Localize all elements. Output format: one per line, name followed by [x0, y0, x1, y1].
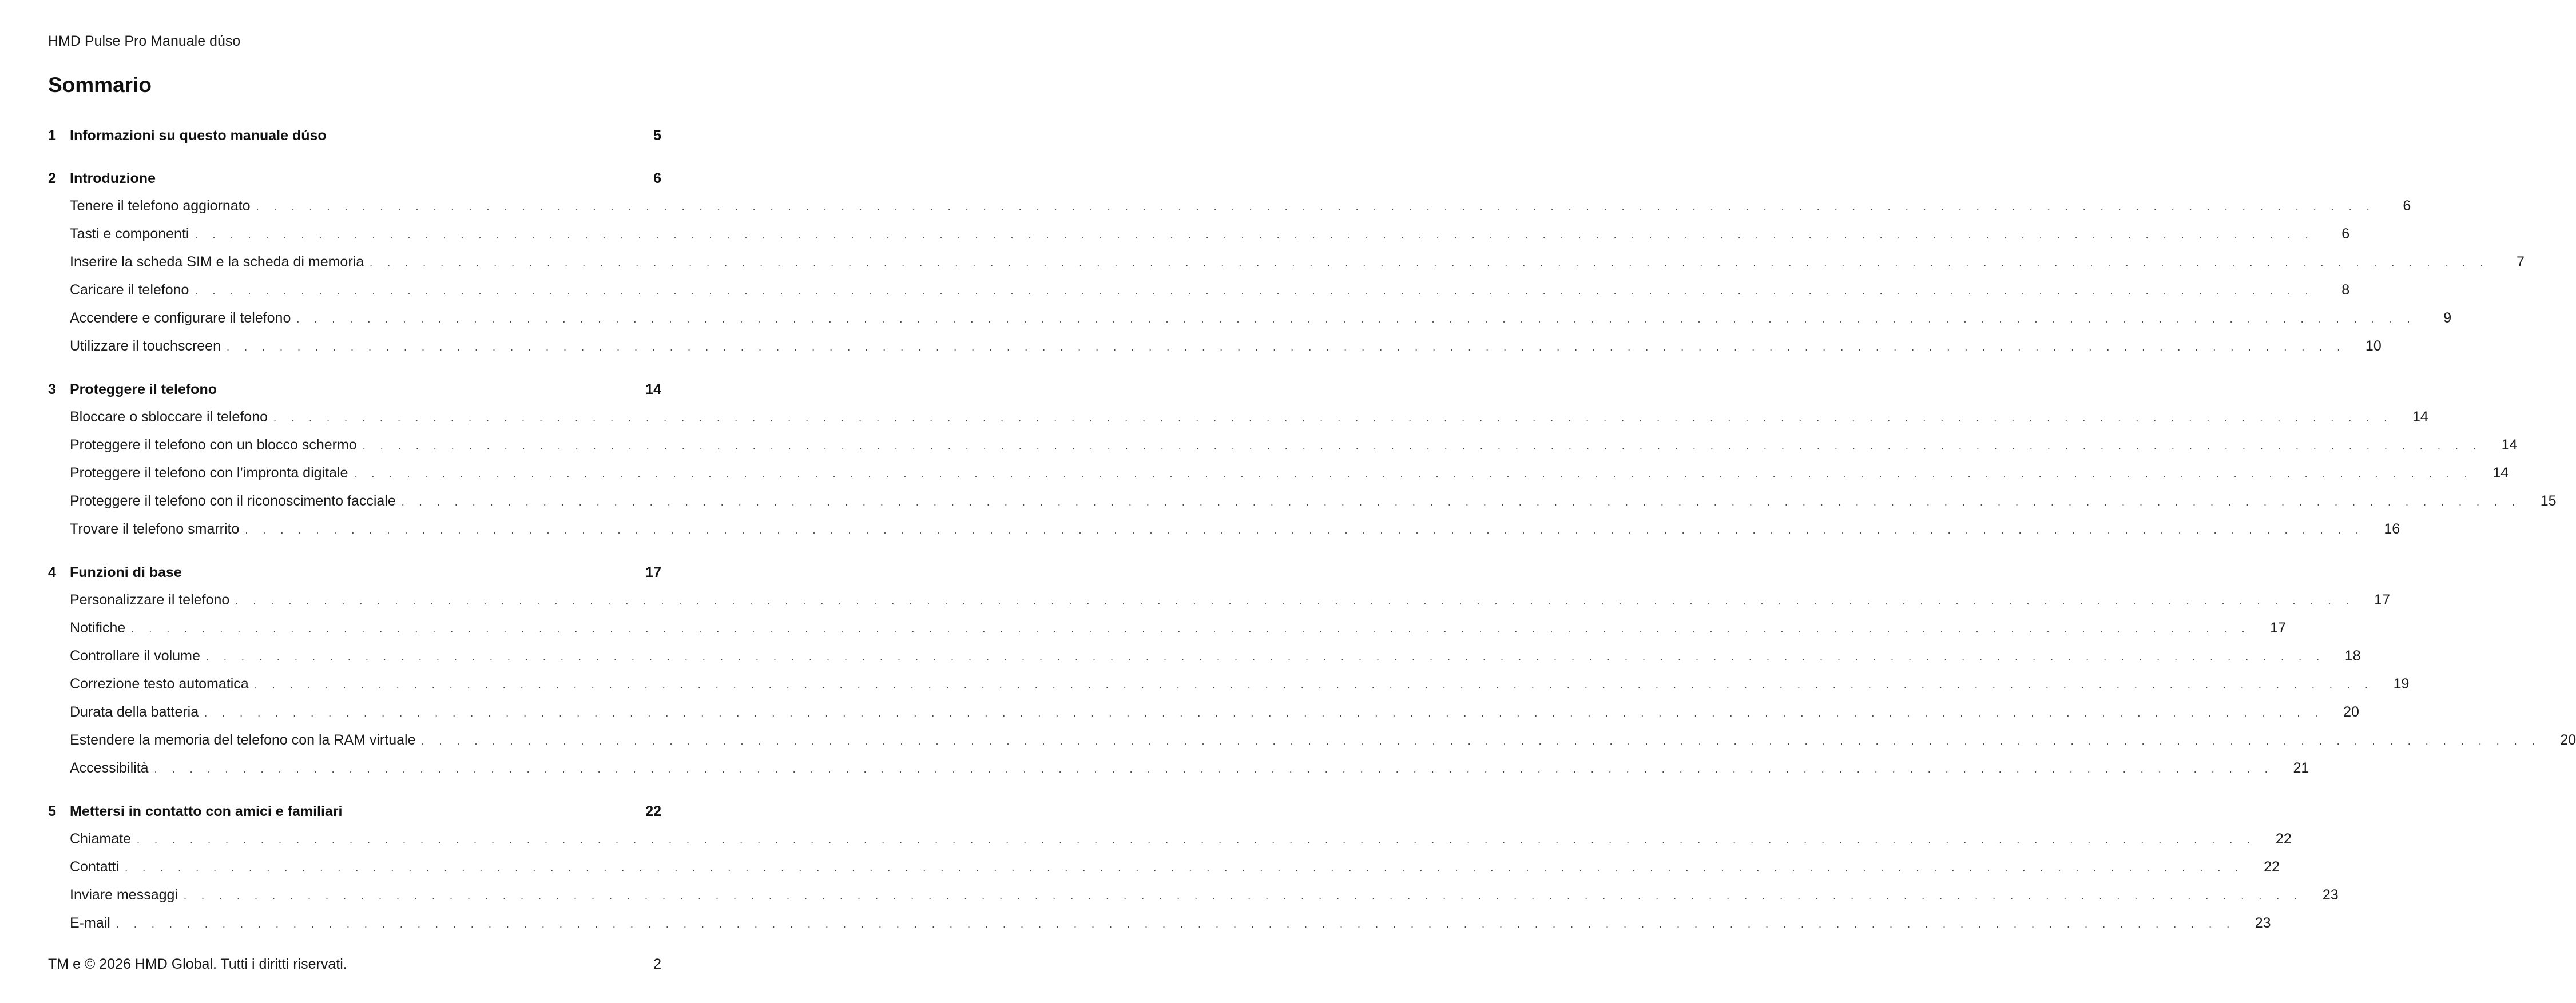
chapter-page-number: 14 [645, 381, 661, 397]
entry-title: Personalizzare il telefono [70, 592, 230, 608]
chapter-page-number: 6 [653, 170, 661, 186]
chapter-page-number: 5 [653, 128, 661, 144]
toc-chapter-link[interactable] [48, 559, 661, 586]
dot-leader: . . . . . . . . . . . . . . . . . . . . . . . . . . . . . . . . . . . . . . . . . . . . . . . . . . . . . . . . . . . . . . . . . . . . . . . . . . . . . . . . . . . . . . . . . . . . . . . . . . . . . . . . . . . . . . . . . . . . . . . . [370, 257, 2489, 269]
chapter-number: 3 [48, 381, 56, 397]
toc-chapter-link[interactable] [48, 798, 661, 825]
toc-entry-link[interactable] [70, 276, 2350, 304]
chapter-title: Funzioni di base [70, 564, 182, 580]
entry-title: Controllare il volume [70, 648, 200, 664]
toc-entry-link[interactable] [70, 403, 2428, 431]
entry-title: Caricare il telefono [70, 282, 189, 298]
dot-leader: . . . . . . . . . . . . . . . . . . . . . . . . . . . . . . . . . . . . . . . . . . . . . . . . . . . . . . . . . . . . . . . . . . . . . . . . . . . . . . . . . . . . . . . . . . . . . . . . . . . . . . . . . . . . . . . . . . . . . . . . [131, 623, 2250, 635]
entry-title: E-mail [70, 915, 110, 931]
entry-title: Estendere la memoria del telefono con la RAM virtuale [70, 732, 416, 748]
dot-leader: . . . . . . . . . . . . . . . . . . . . . . . . . . . . . . . . . . . . . . . . . . . . . . . . . . . . . . . . . . . . . . . . . . . . . . . . . . . . . . . . . . . . . . . . . . . . . . . . . . . . . . . . . . . . . . . . . . . . . . . . [195, 229, 2315, 241]
entry-title: Trovare il telefono smarrito [70, 521, 240, 537]
page-title: Sommario [48, 73, 152, 97]
table-of-contents [48, 122, 2576, 953]
dot-leader: . . . . . . . . . . . . . . . . . . . . . . . . . . . . . . . . . . . . . . . . . . . . . . . . . . . . . . . . . . . . . . . . . . . . . . . . . . . . . . . . . . . . . . . . . . . . . . . . . . . . . . . . . . . . . . . . . . . . . . . . [205, 651, 2325, 663]
running-header: HMD Pulse Pro Manuale dúso [48, 33, 241, 49]
toc-entry-link[interactable] [70, 726, 2576, 754]
dot-leader: . . . . . . . . . . . . . . . . . . . . . . . . . . . . . . . . . . . . . . . . . . . . . . . . . . . . . . . . . . . . . . . . . . . . . . . . . . . . . . . . . . . . . . . . . . . . . . . . . . . . . . . . . . . . . . . . . . . . . . . . [125, 862, 2244, 874]
entry-title: Accendere e configurare il telefono [70, 310, 291, 326]
entry-page-number: 23 [2255, 915, 2271, 931]
entry-title: Proteggere il telefono con l’impronta digitale [70, 465, 348, 481]
entry-title: Tasti e componenti [70, 226, 189, 242]
chapter-page-number: 22 [645, 803, 661, 819]
toc-entry-link[interactable] [70, 614, 2286, 642]
dot-leader: . . . . . . . . . . . . . . . . . . . . . . . . . . . . . . . . . . . . . . . . . . . . . . . . . . . . . . . . . . . . . . . . . . . . . . . . . . . . . . . . . . . . . . . . . . . . . . . . . . . . . . . . . . . . . . . . . . . . . . . . [421, 735, 2541, 747]
entry-page-number: 14 [2412, 409, 2428, 425]
dot-leader: . . . . . . . . . . . . . . . . . . . . . . . . . . . . . . . . . . . . . . . . . . . . . . . . . . . . . . . . . . . . . . . . . . . . . . . . . . . . . . . . . . . . . . . . . . . . . . . . . . . . . . . . . . . . . . . . . . . . . . . . [227, 341, 2346, 353]
dot-leader: . . . . . . . . . . . . . . . . . . . . . . . . . . . . . . . . . . . . . . . . . . . . . . . . . . . . . . . . . . . . . . . . . . . . . . . . . . . . . . . . . . . . . . . . . . . . . . . . . . . . . . . . . . . . . . . . . . . . . . . . [296, 313, 2416, 325]
entry-page-number: 18 [2344, 648, 2361, 664]
toc-entry-link[interactable] [70, 332, 2381, 360]
toc-entry-link[interactable] [70, 670, 2410, 698]
entry-page-number: 6 [2403, 198, 2411, 214]
dot-leader: . . . . . . . . . . . . . . . . . . . . . . . . . . . . . . . . . . . . . . . . . . . . . . . . . . . . . . . . . . . . . . . . . . . . . . . . . . . . . . . . . . . . . . . . . . . . . . . . . . . . . . . . . . . . . . . . . . . . . . . . [195, 285, 2315, 297]
dot-leader: . . . . . . . . . . . . . . . . . . . . . . . . . . . . . . . . . . . . . . . . . . . . . . . . . . . . . . . . . . . . . . . . . . . . . . . . . . . . . . . . . . . . . . . . . . . . . . . . . . . . . . . . . . . . . . . . . . . . . . . . [204, 707, 2324, 719]
entry-page-number: 9 [2443, 310, 2452, 326]
chapter-number: 1 [48, 128, 56, 144]
toc-entry-link[interactable] [70, 698, 2359, 726]
page-number: 2 [653, 956, 661, 972]
dot-leader: . . . . . . . . . . . . . . . . . . . . . . . . . . . . . . . . . . . . . . . . . . . . . . . . . . . . . . . . . . . . . . . . . . . . . . . . . . . . . . . . . . . . . . . . . . . . . . . . . . . . . . . . . . . . . . . . . . . . . . . . [137, 834, 2256, 846]
toc-entry-link[interactable] [70, 304, 2452, 332]
chapter-title: Informazioni su questo manuale dúso [70, 128, 327, 144]
entry-page-number: 19 [2393, 676, 2410, 692]
chapter-title: Proteggere il telefono [70, 381, 217, 397]
entry-title: Contatti [70, 859, 120, 875]
entry-title: Durata della batteria [70, 704, 199, 720]
toc-entry-link[interactable] [70, 881, 2339, 909]
toc-entry-link[interactable] [70, 192, 2411, 220]
toc-section [48, 798, 2339, 937]
entry-title: Utilizzare il touchscreen [70, 338, 221, 354]
entry-page-number: 17 [2270, 620, 2286, 636]
dot-leader: . . . . . . . . . . . . . . . . . . . . . . . . . . . . . . . . . . . . . . . . . . . . . . . . . . . . . . . . . . . . . . . . . . . . . . . . . . . . . . . . . . . . . . . . . . . . . . . . . . . . . . . . . . . . . . . . . . . . . . . . [116, 918, 2236, 930]
entry-page-number: 20 [2343, 704, 2359, 720]
entry-page-number: 10 [2365, 338, 2381, 354]
toc-entry-link[interactable] [70, 642, 2361, 670]
toc-chapter-link[interactable] [48, 376, 661, 403]
entry-title: Notifiche [70, 620, 126, 636]
dot-leader: . . . . . . . . . . . . . . . . . . . . . . . . . . . . . . . . . . . . . . . . . . . . . . . . . . . . . . . . . . . . . . . . . . . . . . . . . . . . . . . . . . . . . . . . . . . . . . . . . . . . . . . . . . . . . . . . . . . . . . . . [154, 763, 2274, 775]
dot-leader: . . . . . . . . . . . . . . . . . . . . . . . . . . . . . . . . . . . . . . . . . . . . . . . . . . . . . . . . . . . . . . . . . . . . . . . . . . . . . . . . . . . . . . . . . . . . . . . . . . . . . . . . . . . . . . . . . . . . . . . . [256, 201, 2376, 213]
chapter-number: 2 [48, 170, 56, 186]
toc-section [48, 122, 661, 149]
entry-page-number: 7 [2516, 254, 2525, 270]
entry-title: Accessibilità [70, 760, 149, 776]
chapter-page-number: 17 [645, 564, 661, 580]
toc-section [48, 559, 2576, 782]
copyright-notice: TM e © 2026 HMD Global. Tutti i diritti riservati. [48, 956, 347, 972]
toc-entry-link[interactable] [70, 825, 2292, 853]
entry-page-number: 22 [2264, 859, 2280, 875]
dot-leader: . . . . . . . . . . . . . . . . . . . . . . . . . . . . . . . . . . . . . . . . . . . . . . . . . . . . . . . . . . . . . . . . . . . . . . . . . . . . . . . . . . . . . . . . . . . . . . . . . . . . . . . . . . . . . . . . . . . . . . . . [273, 412, 2393, 424]
entry-page-number: 8 [2341, 282, 2350, 298]
entry-title: Inviare messaggi [70, 887, 178, 903]
toc-chapter-link[interactable] [48, 165, 661, 192]
toc-entry-link[interactable] [70, 220, 2350, 248]
toc-entry-link[interactable] [70, 909, 2271, 937]
chapter-title: Mettersi in contatto con amici e familiari [70, 803, 343, 819]
chapter-number: 5 [48, 803, 56, 819]
chapter-number: 4 [48, 564, 56, 580]
entry-page-number: 16 [2384, 521, 2400, 537]
toc-chapter-link[interactable] [48, 122, 661, 149]
entry-page-number: 6 [2341, 226, 2350, 242]
toc-section [48, 165, 2525, 360]
dot-leader: . . . . . . . . . . . . . . . . . . . . . . . . . . . . . . . . . . . . . . . . . . . . . . . . . . . . . . . . . . . . . . . . . . . . . . . . . . . . . . . . . . . . . . . . . . . . . . . . . . . . . . . . . . . . . . . . . . . . . . . . [245, 524, 2365, 536]
entry-title: Chiamate [70, 831, 131, 847]
dot-leader: . . . . . . . . . . . . . . . . . . . . . . . . . . . . . . . . . . . . . . . . . . . . . . . . . . . . . . . . . . . . . . . . . . . . . . . . . . . . . . . . . . . . . . . . . . . . . . . . . . . . . . . . . . . . . . . . . . . . . . . . [183, 890, 2303, 902]
entry-title: Proteggere il telefono con il riconoscimento facciale [70, 493, 396, 509]
dot-leader: . . . . . . . . . . . . . . . . . . . . . . . . . . . . . . . . . . . . . . . . . . . . . . . . . . . . . . . . . . . . . . . . . . . . . . . . . . . . . . . . . . . . . . . . . . . . . . . . . . . . . . . . . . . . . . . . . . . . . . . . [354, 468, 2474, 480]
entry-title: Tenere il telefono aggiornato [70, 198, 251, 214]
entry-page-number: 22 [2275, 831, 2292, 847]
toc-entry-link[interactable] [70, 853, 2280, 881]
toc-entry-link[interactable] [70, 431, 2518, 459]
dot-leader: . . . . . . . . . . . . . . . . . . . . . . . . . . . . . . . . . . . . . . . . . . . . . . . . . . . . . . . . . . . . . . . . . . . . . . . . . . . . . . . . . . . . . . . . . . . . . . . . . . . . . . . . . . . . . . . . . . . . . . . . [254, 679, 2374, 691]
toc-entry-link[interactable] [70, 586, 2391, 614]
toc-entry-link[interactable] [70, 459, 2509, 487]
toc-entry-link[interactable] [70, 248, 2525, 276]
entry-title: Correzione testo automatica [70, 676, 249, 692]
entry-page-number: 17 [2374, 592, 2391, 608]
entry-page-number: 14 [2492, 465, 2509, 481]
entry-title: Inserire la scheda SIM e la scheda di memoria [70, 254, 364, 270]
entry-page-number: 15 [2540, 493, 2557, 509]
toc-entry-link[interactable] [70, 487, 2557, 515]
dot-leader: . . . . . . . . . . . . . . . . . . . . . . . . . . . . . . . . . . . . . . . . . . . . . . . . . . . . . . . . . . . . . . . . . . . . . . . . . . . . . . . . . . . . . . . . . . . . . . . . . . . . . . . . . . . . . . . . . . . . . . . . [235, 595, 2355, 607]
entry-title: Proteggere il telefono con un blocco schermo [70, 437, 357, 453]
toc-entry-link[interactable] [70, 754, 2309, 782]
entry-page-number: 21 [2293, 760, 2309, 776]
entry-page-number: 20 [2560, 732, 2576, 748]
entry-page-number: 14 [2501, 437, 2518, 453]
entry-page-number: 23 [2322, 887, 2339, 903]
toc-entry-link[interactable] [70, 515, 2400, 543]
toc-section [48, 376, 2557, 543]
page-footer [48, 956, 661, 973]
chapter-title: Introduzione [70, 170, 156, 186]
entry-title: Bloccare o sbloccare il telefono [70, 409, 268, 425]
dot-leader: . . . . . . . . . . . . . . . . . . . . . . . . . . . . . . . . . . . . . . . . . . . . . . . . . . . . . . . . . . . . . . . . . . . . . . . . . . . . . . . . . . . . . . . . . . . . . . . . . . . . . . . . . . . . . . . . . . . . . . . . [362, 440, 2482, 452]
dot-leader: . . . . . . . . . . . . . . . . . . . . . . . . . . . . . . . . . . . . . . . . . . . . . . . . . . . . . . . . . . . . . . . . . . . . . . . . . . . . . . . . . . . . . . . . . . . . . . . . . . . . . . . . . . . . . . . . . . . . . . . . [401, 496, 2521, 508]
